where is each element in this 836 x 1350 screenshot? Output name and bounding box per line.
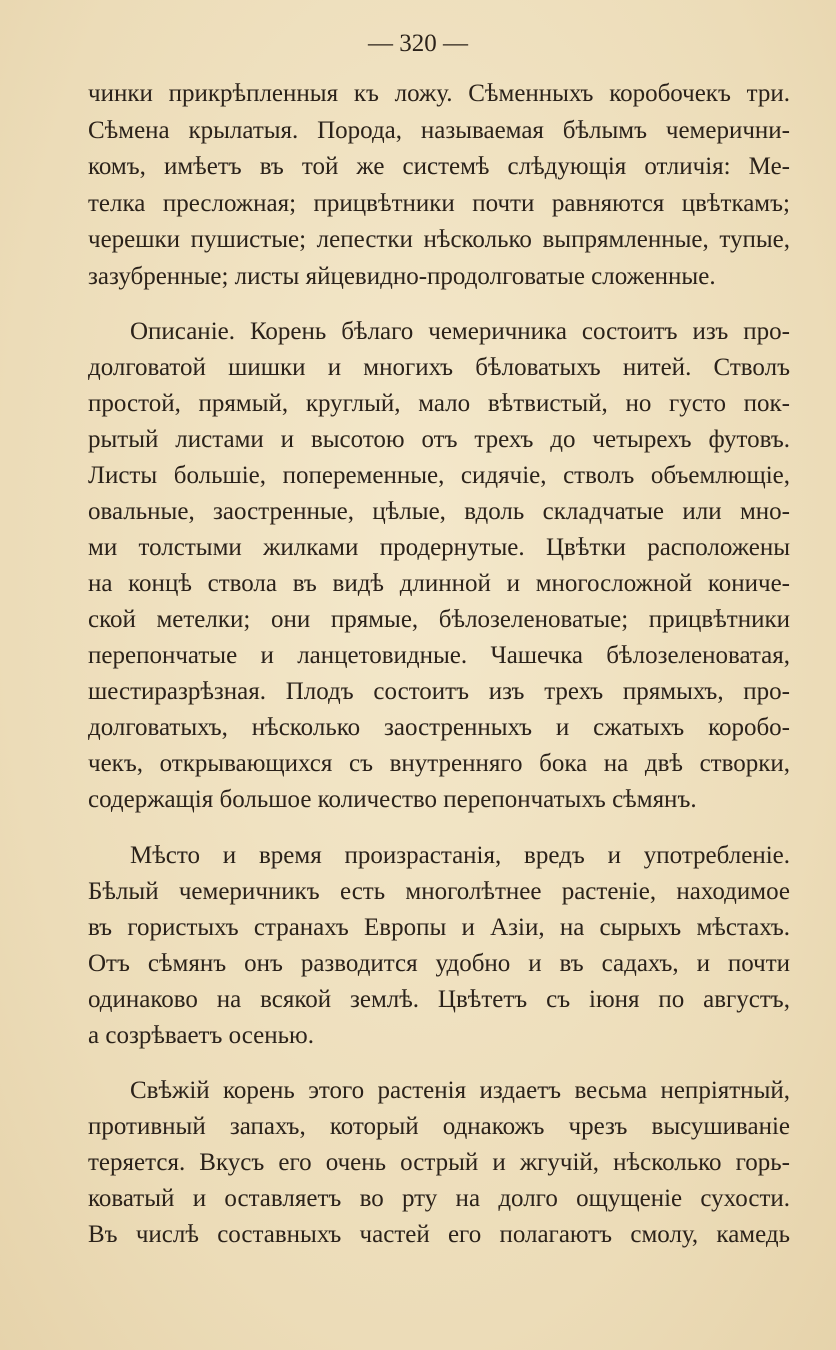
text-line: одинаково на всякой землѣ. Цвѣтетъ съ іюня по августъ, bbox=[88, 986, 790, 1013]
text-line: Описаніе. Корень бѣлаго чемеричника состоитъ изъ про- bbox=[130, 318, 790, 345]
text-line: Бѣлый чемеричникъ есть многолѣтнее растеніе, находимое bbox=[88, 878, 790, 905]
text-line: на концѣ ствола въ видѣ длинной и многосложной кониче- bbox=[88, 570, 790, 597]
text-line: чекъ, открывающихся съ внутренняго бока на двѣ створки, bbox=[88, 750, 790, 777]
text-line: долговатыхъ, нѣсколько заостренныхъ и сжатыхъ коробо- bbox=[88, 714, 790, 741]
text-line: комъ, имѣетъ въ той же системѣ слѣдующія отличія: Ме- bbox=[88, 153, 790, 180]
text-line: чинки прикрѣпленныя къ ложу. Сѣменныхъ коробочекъ три. bbox=[88, 80, 790, 107]
text-line: Сѣмена крылатыя. Порода, называемая бѣлымъ чемерични- bbox=[88, 117, 790, 144]
text-line: Отъ сѣмянъ онъ разводится удобно и въ садахъ, и почти bbox=[88, 950, 790, 977]
text-line: Листы большіе, попеременные, сидячіе, стволъ объемлющіе, bbox=[88, 462, 790, 489]
text-line: долговатой шишки и многихъ бѣловатыхъ нитей. Стволъ bbox=[88, 354, 790, 381]
text-line: ской метелки; они прямые, бѣлозеленоватые; прицвѣтники bbox=[88, 606, 790, 633]
text-line: черешки пушистые; лепестки нѣсколько выпрямленные, тупые, bbox=[88, 226, 790, 253]
text-line: шестиразрѣзная. Плодъ состоитъ изъ трехъ прямыхъ, про- bbox=[88, 678, 790, 705]
text-line: Свѣжій корень этого растенія издаетъ весьма непріятный, bbox=[130, 1077, 790, 1104]
text-line: перепончатые и ланцетовидные. Чашечка бѣлозеленоватая, bbox=[88, 642, 790, 669]
text-line: телка пресложная; прицвѣтники почти равняются цвѣткамъ; bbox=[88, 190, 790, 217]
text-line: противный запахъ, который однакожъ чрезъ высушиваніе bbox=[88, 1113, 790, 1140]
text-line: Въ числѣ составныхъ частей его полагаютъ смолу, камедь bbox=[88, 1221, 790, 1248]
text-line: а созрѣваетъ осенью. bbox=[88, 1022, 314, 1049]
text-line: рытый листами и высотою отъ трехъ до четырехъ футовъ. bbox=[88, 426, 790, 453]
text-line: коватый и оставляетъ во рту на долго ощущеніе сухости. bbox=[88, 1185, 790, 1212]
text-line: теряется. Вкусъ его очень острый и жгучій, нѣсколько горь- bbox=[88, 1149, 790, 1176]
text-line: простой, прямый, круглый, мало вѣтвистый, но густо пок- bbox=[88, 390, 790, 417]
text-line: содержащія большое количество перепончатыхъ сѣмянъ. bbox=[88, 786, 697, 813]
text-line: въ гористыхъ странахъ Европы и Азіи, на сырыхъ мѣстахъ. bbox=[88, 914, 790, 941]
text-line: овальные, заостренные, цѣлые, вдоль складчатые или мно- bbox=[88, 498, 790, 525]
text-line: Мѣсто и время произрастанія, вредъ и употребленіе. bbox=[130, 842, 790, 869]
text-line: зазубренные; листы яйцевидно-продолговатые сложенные. bbox=[88, 263, 716, 290]
text-line: ми толстыми жилками продернутые. Цвѣтки расположены bbox=[88, 534, 790, 561]
page-number: — 320 — bbox=[368, 30, 468, 57]
